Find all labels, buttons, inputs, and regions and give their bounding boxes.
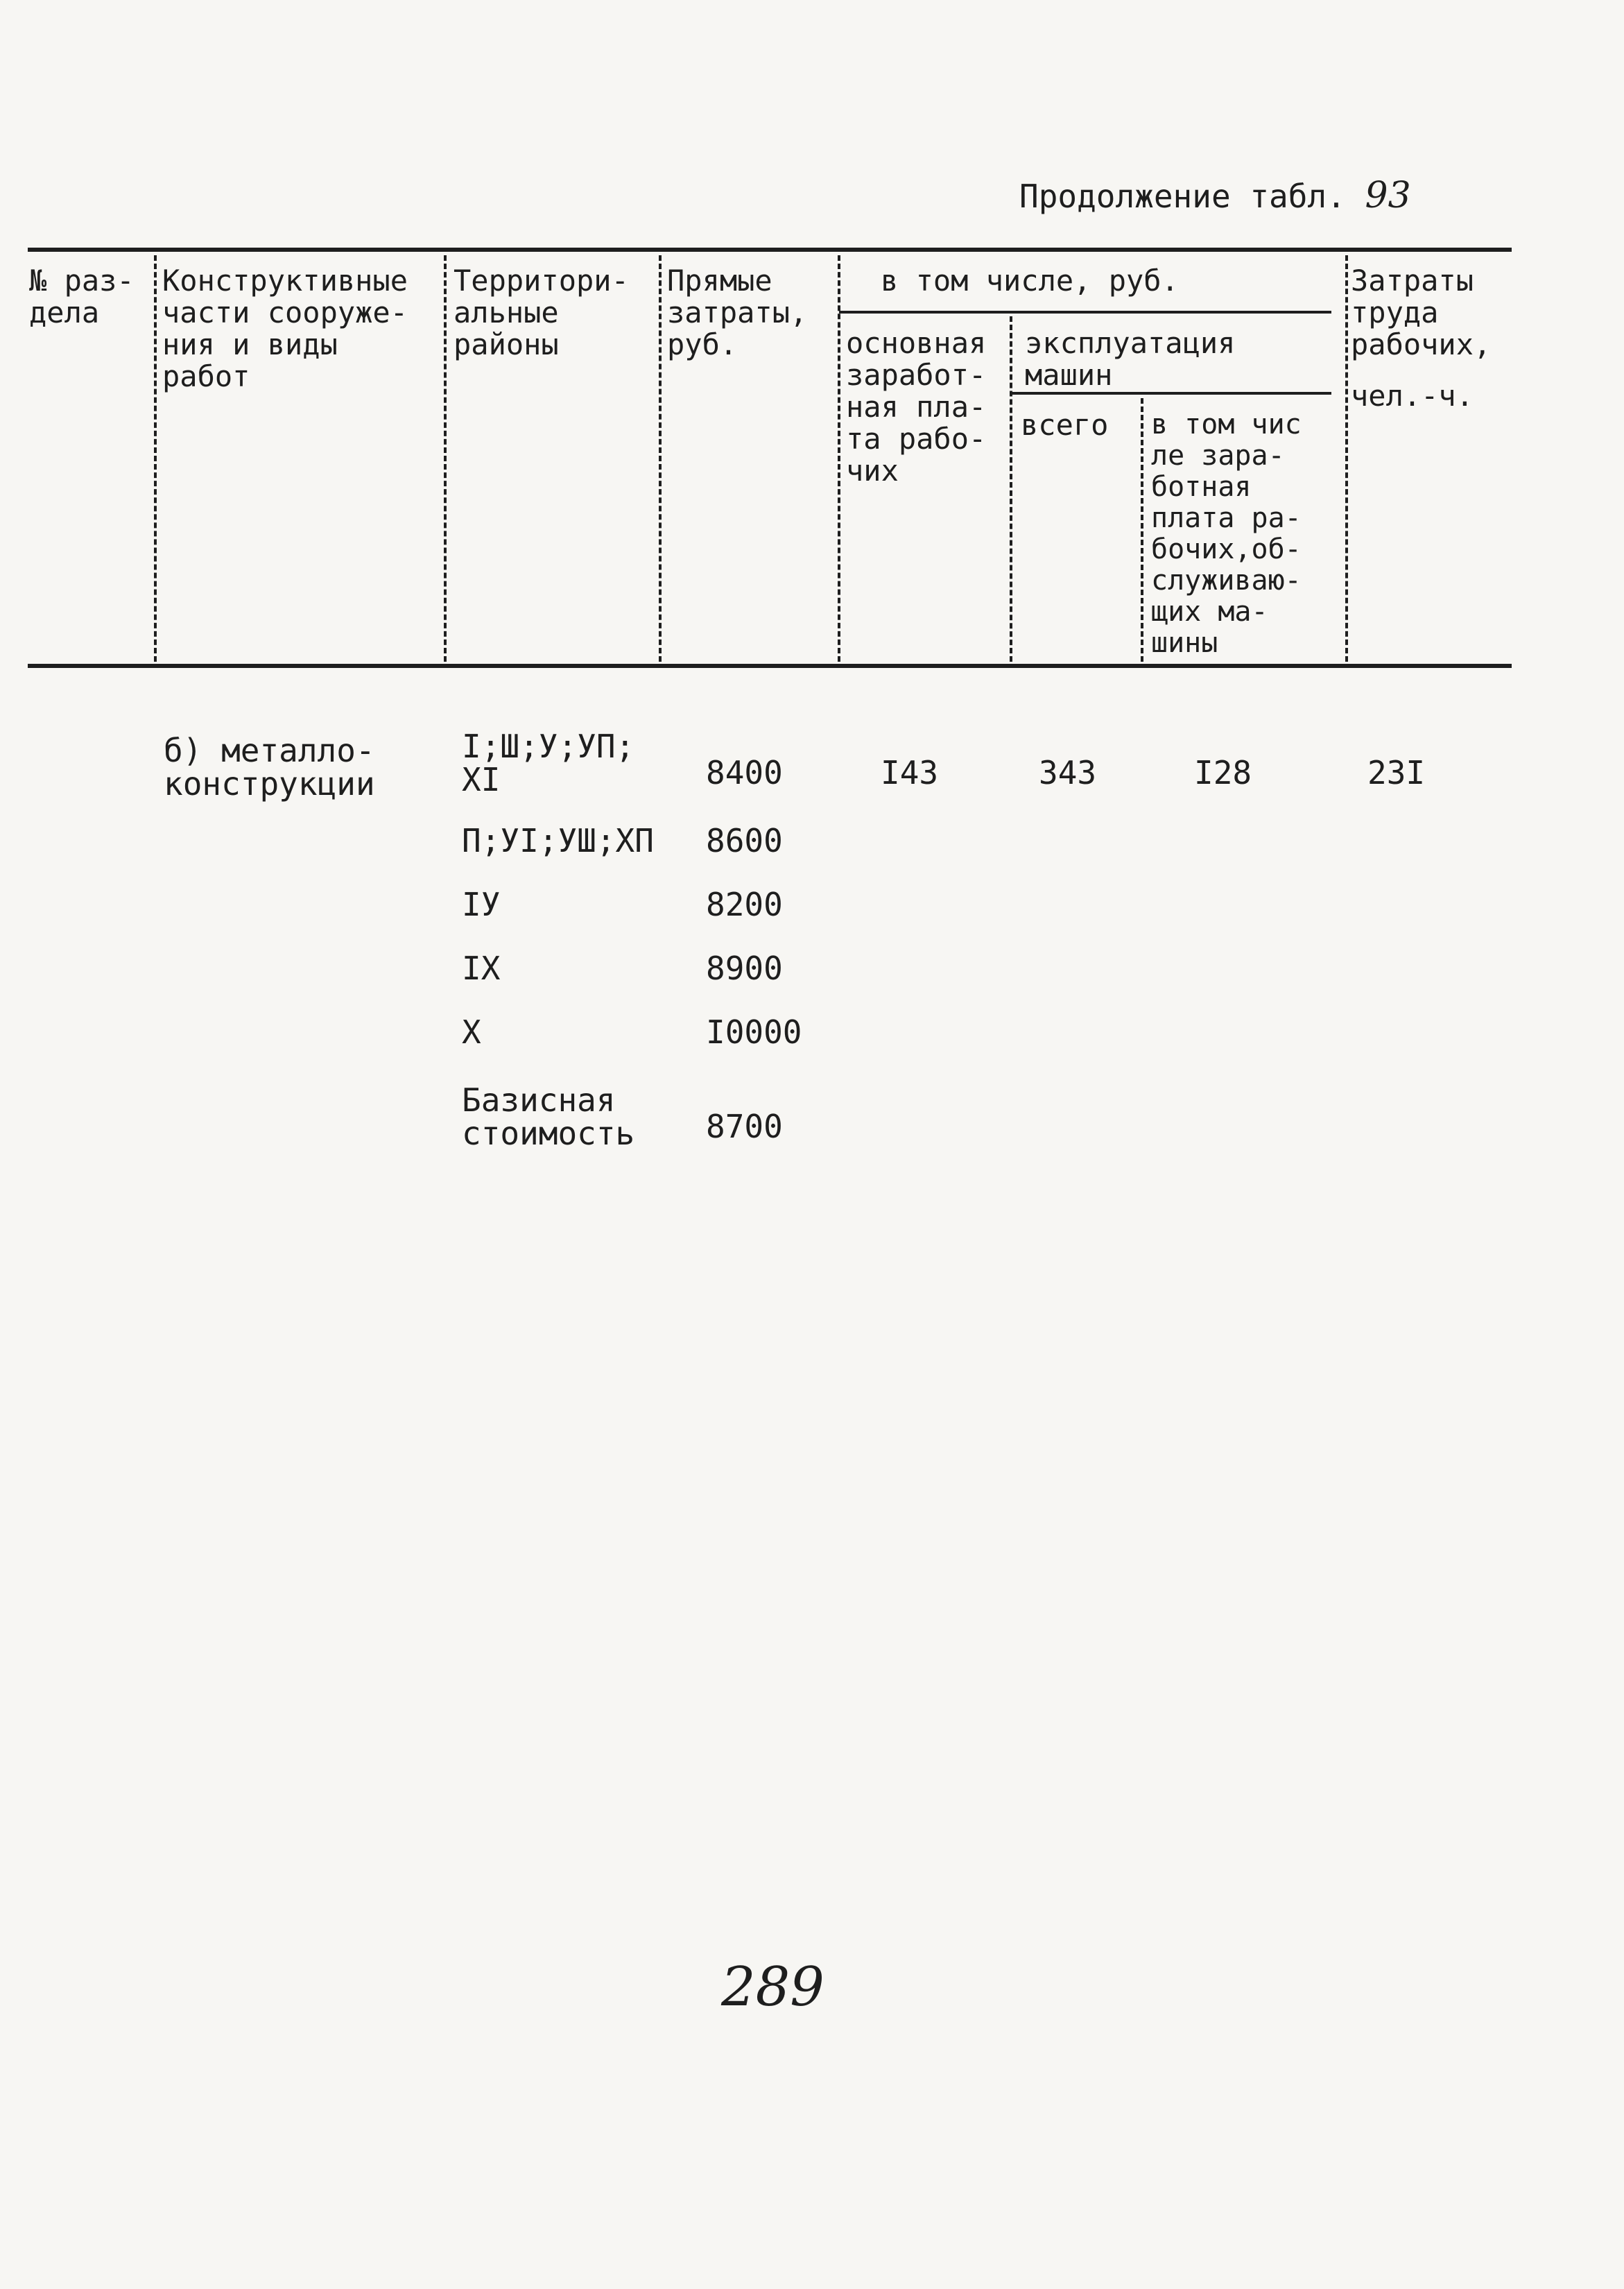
header-section-number: № раз- дела [29, 264, 135, 329]
header-including-group: в том числе, руб. [881, 264, 1179, 298]
column-separator [1345, 255, 1348, 662]
row-machine-total: 343 [1039, 754, 1097, 791]
row-direct-cost: 8400 [706, 754, 783, 791]
section-label: б) металло- конструкции [164, 732, 375, 803]
group-header-rule [839, 311, 1331, 314]
header-direct-costs: Прямые затраты, руб. [667, 264, 808, 361]
header-territorial-regions: Территори- альные районы [453, 264, 629, 361]
header-machine-operation: эксплуатация машин [1025, 326, 1236, 392]
page-number: 289 [721, 1956, 824, 2018]
header-labor-costs: Затраты труда рабочих, [1351, 264, 1492, 361]
machines-header-rule [1011, 392, 1331, 395]
header-structural-parts: Конструктивные части сооруже- ния и виды работ [162, 264, 408, 393]
row-region: I;Ш;У;УП; XI [462, 728, 635, 798]
row-region: П;УI;УШ;XП [462, 822, 654, 859]
table-header-bottom-rule [28, 664, 1512, 668]
row-region: IУ [462, 886, 501, 923]
table-continuation-title [1019, 175, 1411, 216]
table-top-rule [28, 248, 1512, 252]
row-labor: 23I [1367, 754, 1426, 791]
header-machine-total: всего [1021, 408, 1109, 442]
table-number: 93 [1365, 175, 1411, 216]
row-basic-wage: I43 [881, 754, 939, 791]
row-direct-cost: I0000 [706, 1013, 802, 1051]
column-separator [1010, 316, 1012, 662]
row-direct-cost: 8700 [706, 1108, 783, 1145]
row-region: IX [462, 950, 501, 987]
row-machine-wage: I28 [1194, 754, 1252, 791]
title-prefix: Продолжение табл. [1019, 178, 1346, 215]
column-separator [154, 255, 157, 662]
column-separator [838, 255, 840, 662]
row-direct-cost: 8900 [706, 950, 783, 987]
row-direct-cost: 8600 [706, 822, 783, 859]
header-machine-wages: в том чис ле зара- ботная плата ра- бочих,об- служиваю- щих ма- шины [1151, 409, 1302, 659]
column-separator [444, 255, 447, 662]
header-labor-unit: чел.-ч. [1351, 379, 1474, 413]
row-region: X [462, 1013, 481, 1051]
row-region: Базисная стоимость [462, 1081, 635, 1152]
column-separator [659, 255, 662, 662]
column-separator [1141, 398, 1143, 662]
row-direct-cost: 8200 [706, 886, 783, 923]
header-basic-wages: основная заработ- ная пла- та рабо- чих [846, 326, 987, 488]
